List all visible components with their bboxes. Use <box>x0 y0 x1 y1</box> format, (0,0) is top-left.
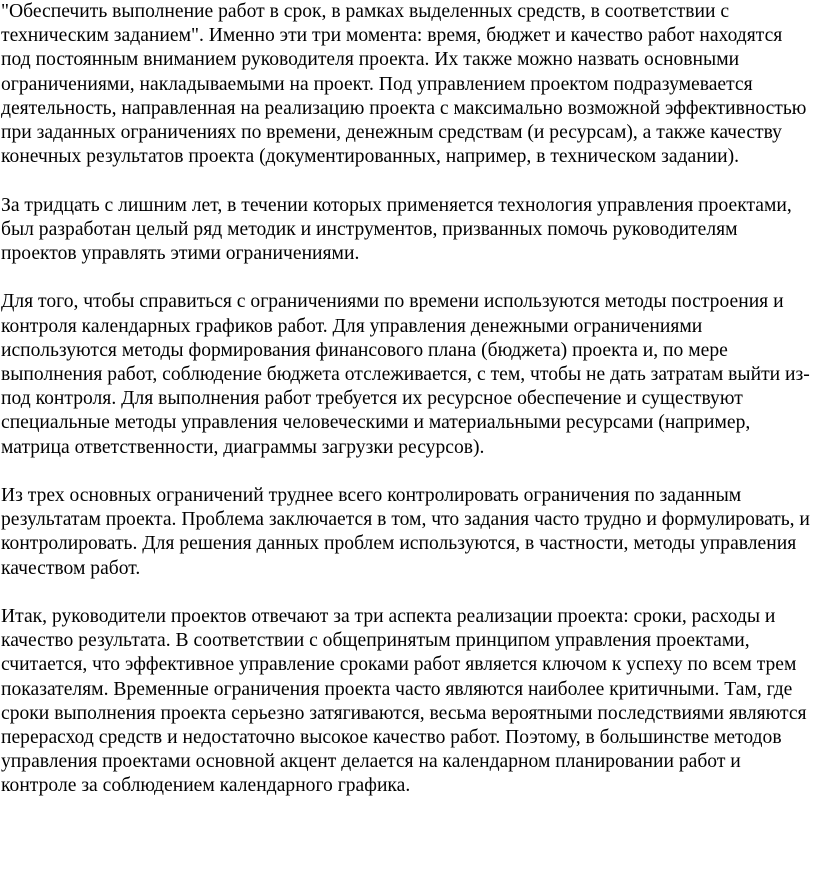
paragraph-quality-constraints: Из трех основных ограничений труднее всего контролировать ограничения по заданным результатам проекта. Проблема заключается в том, что задания часто трудно и формулировать, и контролировать. Для решения данных проблем используются, в частности, методы управления качеством работ. <box>1 485 810 579</box>
paragraph-time-budget-resources: Для того, чтобы справиться с ограничениями по времени используются методы построения и контроля календарных графиков работ. Для управления денежными ограничениями используются методы формирования финансового плана (бюджета) проекта и, по мере выполнения работ, соблюдение бюджета отслеживается, с тем, чтобы не дать затратам выйти из-под контроля. Для выполнения работ требуется их ресурсное обеспечение и существуют специальные методы управления человеческими и материальными ресурсами (например, матрица ответственности, диаграммы загрузки ресурсов). <box>1 291 810 458</box>
paragraph-project-constraints: "Обеспечить выполнение работ в срок, в рамках выделенных средств, в соответствии с техническим заданием". Именно эти три момента: время, бюджет и качество работ находятся под постоянным вниманием руководителя проекта. Их также можно назвать основными ограничениями, накладываемыми на проект. Под управлением проектом подразумевается деятельность, направленная на реализацию проекта с максимально возможной эффективностью при заданных ограничениях по времени, денежным средствам (и ресурсам), а также качеству конечных результатов проекта (документированных, например, в техническом задании). <box>1 1 807 168</box>
paragraph-summary: Итак, руководители проектов отвечают за три аспекта реализации проекта: сроки, расходы и качество результата. В соответствии с общепринятым принципом управления проектами, считается, что эффективное управление сроками работ является ключом к успеху по всем трем показателям. Временные ограничения проекта часто являются наиболее критичными. Там, где сроки выполнения проекта серьезно затягиваются, весьма вероятными последствиями являются перерасход средств и недостаточно высокое качество работ. Поэтому, в большинстве методов управления проектами основной акцент делается на календарном планировании работ и контроле за соблюдением календарного графика. <box>1 606 807 797</box>
paragraph-methods-history: За тридцать с лишним лет, в течении которых применяется технология управления проектами, был разработан целый ряд методик и инструментов, призванных помочь руководителям проектов управлять этими ограничениями. <box>1 194 792 265</box>
